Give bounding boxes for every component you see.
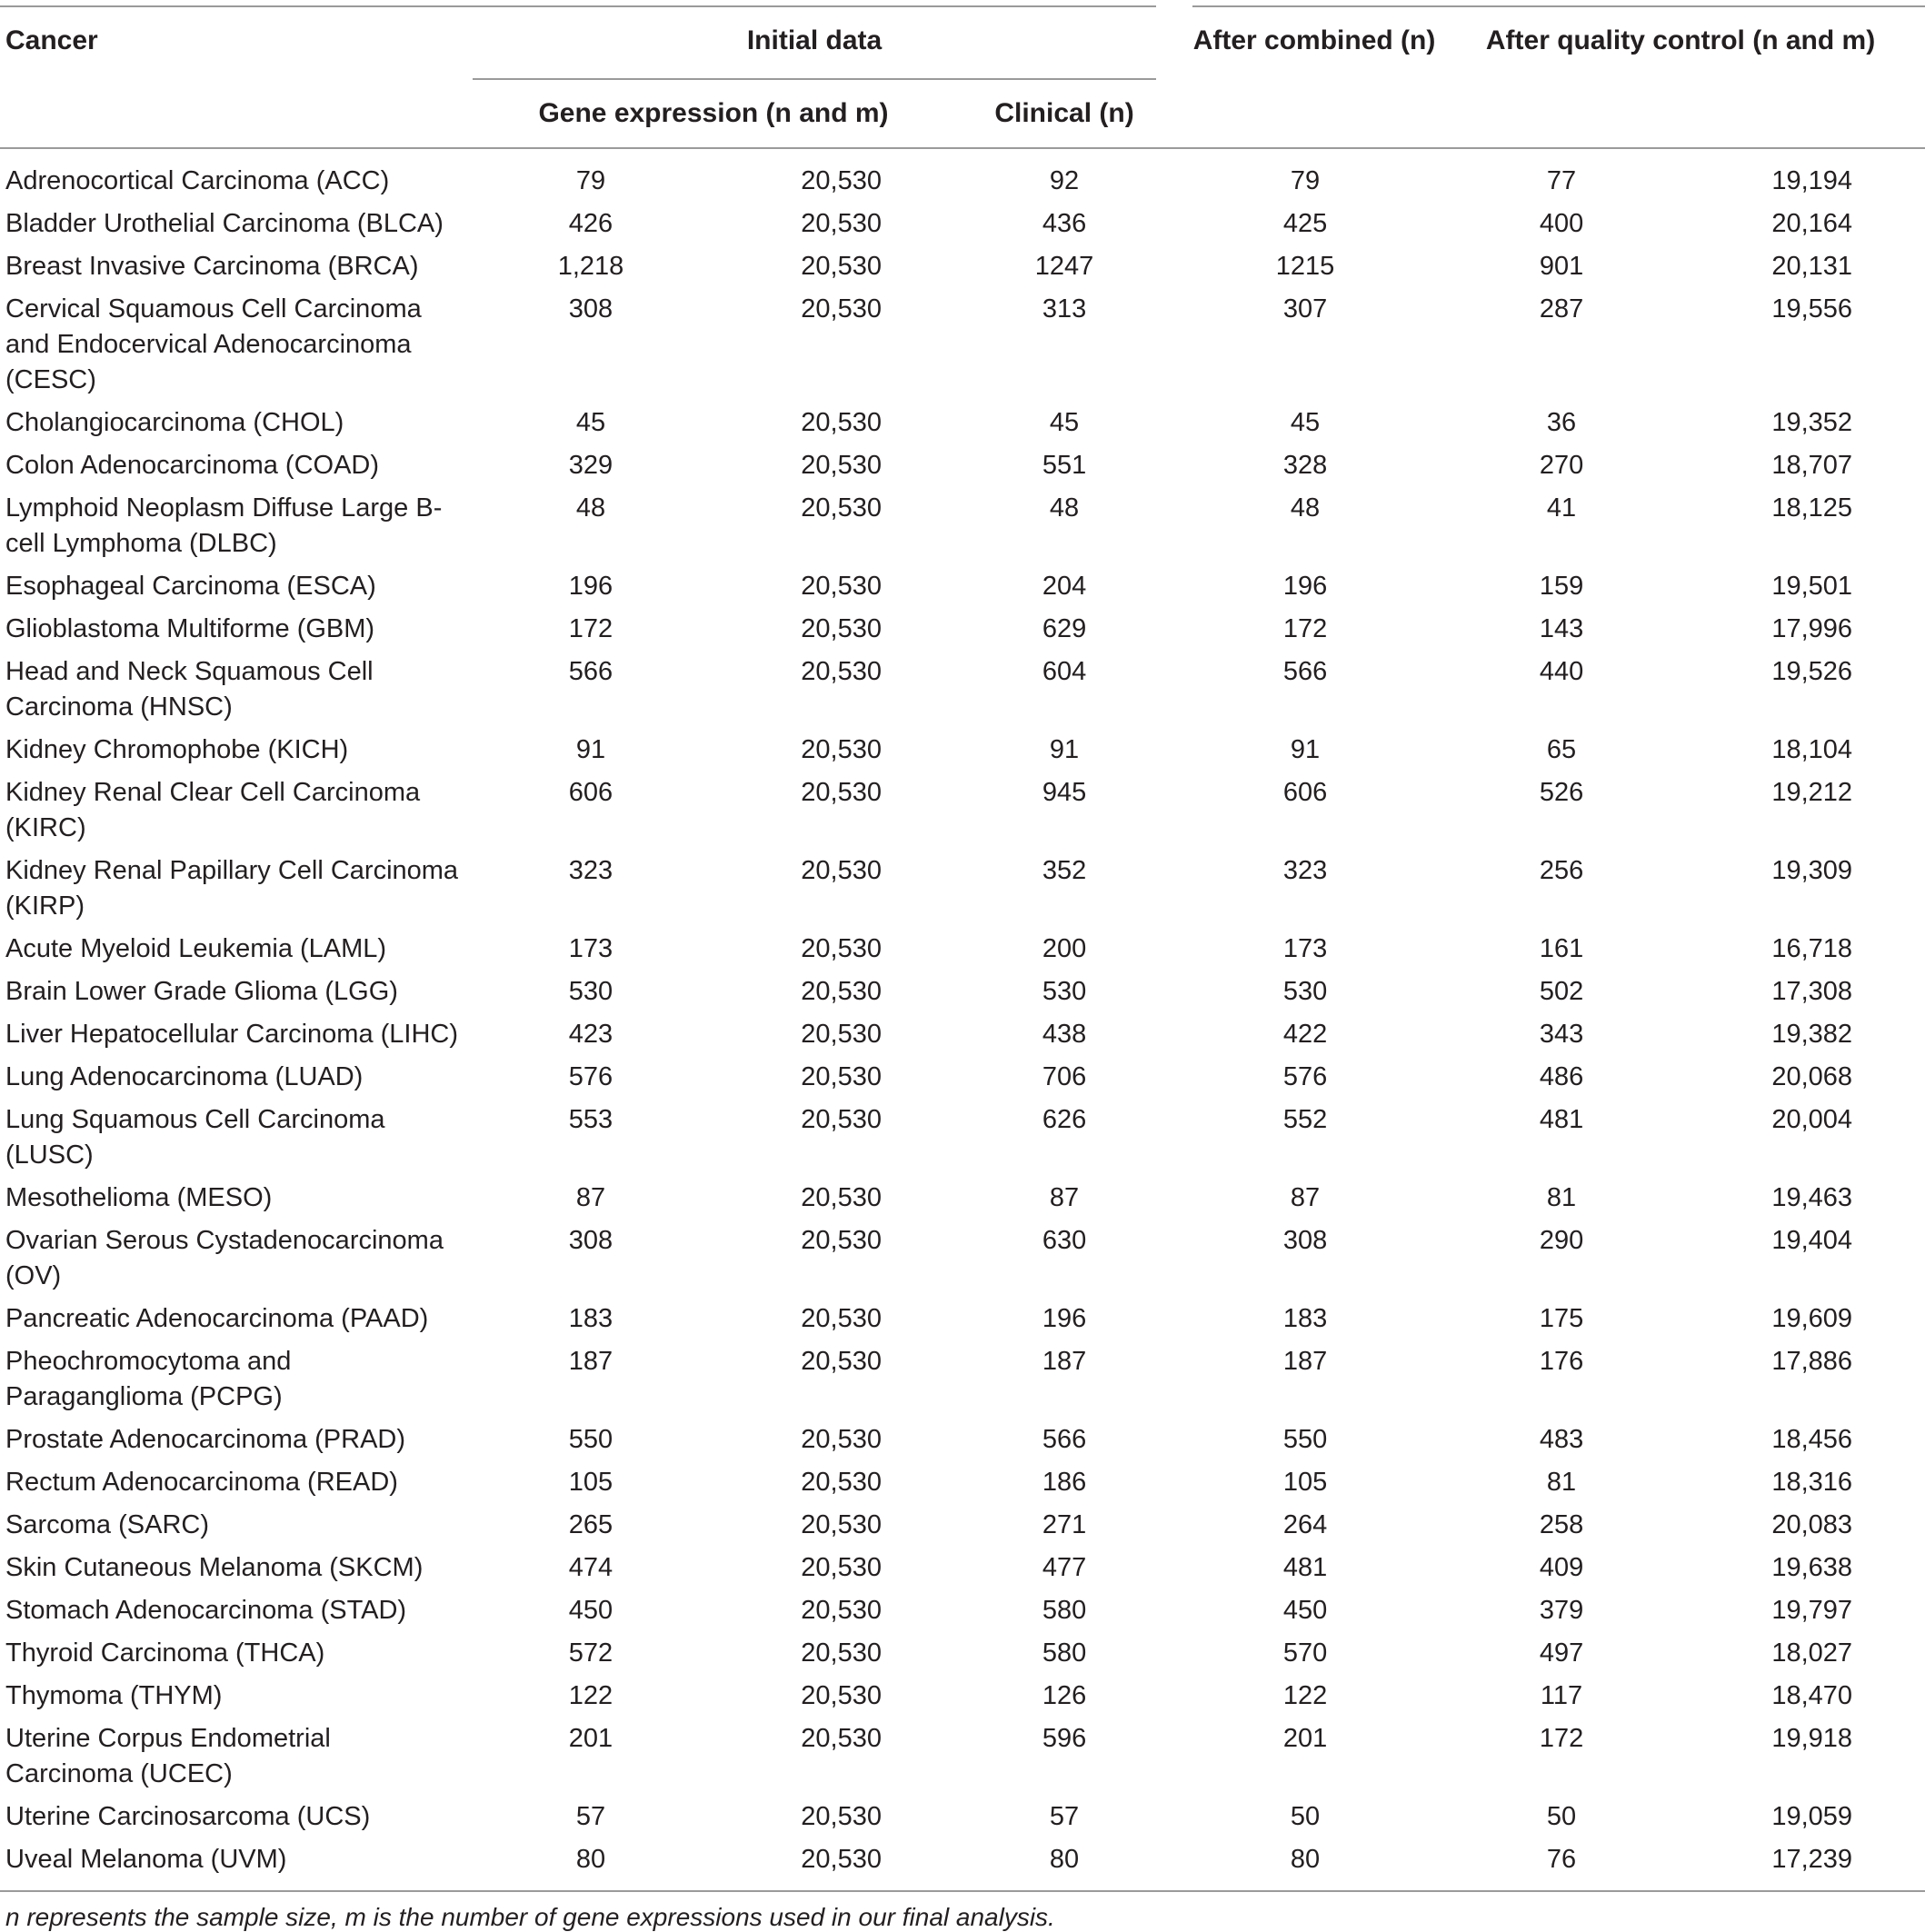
after-combined-n-cell: 183 (1282, 1304, 1328, 1333)
gene-expression-m-cell: 20,530 (801, 1347, 882, 1376)
clinical-n-cell: 438 (1042, 1020, 1087, 1049)
header-gene-expression: Gene expression (n and m) (473, 79, 954, 148)
gene-expression-m-cell: 20,530 (801, 1638, 882, 1668)
header-after-combined-text: After combined (n) (1192, 25, 1436, 55)
clinical-n-cell: 551 (1042, 451, 1087, 480)
table-row (0, 1013, 1925, 1056)
cancer-name-cell: Cervical Squamous Cell Carcinoma and Endocervical Adenocarcinoma (CESC) (5, 294, 422, 394)
after-qc-m-cell: 17,886 (1771, 1347, 1853, 1376)
gene-expression-m-cell: 20,530 (801, 977, 882, 1006)
after-qc-m-cell: 18,456 (1771, 1425, 1853, 1454)
after-combined-n-cell: 550 (1282, 1425, 1328, 1454)
cancer-name-cell: Liver Hepatocellular Carcinoma (LIHC) (5, 1020, 459, 1049)
after-qc-n-cell: 117 (1540, 1681, 1583, 1710)
cancer-name-cell: Stomach Adenocarcinoma (STAD) (5, 1596, 407, 1625)
after-qc-m-cell: 19,309 (1771, 856, 1853, 885)
table-container (0, 5, 1925, 1932)
cancer-name-cell: Esophageal Carcinoma (ESCA) (5, 572, 376, 601)
after-qc-n-cell: 176 (1539, 1347, 1584, 1376)
after-qc-m-cell: 18,316 (1771, 1468, 1853, 1497)
gene-expression-n-cell: 550 (568, 1425, 613, 1454)
gene-expression-m-cell: 20,530 (801, 294, 882, 324)
after-qc-m-cell: 19,382 (1771, 1020, 1853, 1049)
gene-expression-n-cell: 265 (568, 1510, 613, 1539)
after-combined-n-cell: 566 (1282, 657, 1328, 686)
after-qc-m-cell: 19,212 (1771, 778, 1853, 807)
after-combined-n-cell: 323 (1282, 856, 1328, 885)
after-qc-n-cell: 161 (1539, 934, 1584, 963)
cancer-name-cell: Kidney Renal Clear Cell Carcinoma (KIRC) (5, 778, 421, 842)
gene-expression-m-cell: 20,530 (801, 1553, 882, 1582)
table-row (0, 1547, 1925, 1589)
after-qc-n-cell: 159 (1539, 572, 1584, 601)
after-combined-n-cell: 552 (1282, 1105, 1328, 1134)
gene-expression-m-cell: 20,530 (801, 1724, 882, 1753)
clinical-n-cell: 45 (1049, 408, 1080, 437)
after-qc-m-cell: 19,463 (1771, 1183, 1853, 1212)
after-qc-n-cell: 81 (1546, 1183, 1577, 1212)
after-combined-n-cell: 187 (1282, 1347, 1328, 1376)
gene-expression-n-cell: 308 (568, 294, 613, 324)
after-qc-n-cell: 172 (1539, 1724, 1584, 1753)
after-qc-n-cell: 486 (1539, 1062, 1584, 1091)
gene-expression-m-cell: 20,530 (801, 1226, 882, 1255)
table-row (0, 402, 1925, 444)
table-row (0, 1340, 1925, 1419)
clinical-n-cell: 706 (1042, 1062, 1087, 1091)
after-qc-m-cell: 19,194 (1771, 166, 1853, 195)
gene-expression-n-cell: 172 (568, 614, 613, 643)
clinical-n-cell: 436 (1042, 209, 1087, 238)
cancer-name-cell: Breast Invasive Carcinoma (BRCA) (5, 252, 419, 281)
table-row (0, 1177, 1925, 1220)
header-after-combined (1174, 6, 1436, 79)
after-qc-m-cell: 20,131 (1771, 252, 1853, 281)
after-qc-n-cell: 343 (1539, 1020, 1584, 1049)
gene-expression-m-cell: 20,530 (801, 1020, 882, 1049)
after-combined-n-cell: 307 (1282, 294, 1328, 324)
after-qc-m-cell: 16,718 (1771, 934, 1853, 963)
cancer-name-cell: Bladder Urothelial Carcinoma (BLCA) (5, 209, 444, 238)
table-row (0, 1838, 1925, 1891)
gene-expression-n-cell: 323 (568, 856, 613, 885)
after-qc-n-cell: 409 (1539, 1553, 1584, 1582)
gene-expression-n-cell: 423 (568, 1020, 613, 1049)
cancer-name-cell: Adrenocortical Carcinoma (ACC) (5, 166, 390, 195)
gene-expression-m-cell: 20,530 (801, 572, 882, 601)
gene-expression-n-cell: 48 (575, 493, 606, 523)
after-combined-n-cell: 308 (1282, 1226, 1328, 1255)
after-qc-n-cell: 77 (1546, 166, 1577, 195)
table-row (0, 444, 1925, 487)
gene-expression-n-cell: 450 (568, 1596, 613, 1625)
after-qc-n-cell: 143 (1539, 614, 1584, 643)
gene-expression-m-cell: 20,530 (801, 934, 882, 963)
table-row (0, 1461, 1925, 1504)
table-row (0, 1419, 1925, 1461)
table-row (0, 245, 1925, 288)
table-row (0, 1298, 1925, 1340)
clinical-n-cell: 1247 (1034, 252, 1094, 281)
after-qc-m-cell: 18,104 (1771, 735, 1853, 764)
table-row (0, 565, 1925, 608)
after-qc-m-cell: 20,083 (1771, 1510, 1853, 1539)
gene-expression-m-cell: 20,530 (801, 1105, 882, 1134)
table-footnote: n represents the sample size, m is the number of gene expressions used in our final analysis. (5, 1903, 1055, 1931)
after-combined-n-cell: 79 (1290, 166, 1321, 195)
clinical-n-cell: 313 (1042, 294, 1087, 324)
gene-expression-n-cell: 91 (575, 735, 606, 764)
after-qc-n-cell: 483 (1539, 1425, 1584, 1454)
cancer-name-cell: Uterine Corpus Endometrial Carcinoma (UCEC) (5, 1724, 331, 1788)
clinical-n-cell: 87 (1049, 1183, 1080, 1212)
gene-expression-m-cell: 20,530 (801, 856, 882, 885)
after-combined-n-cell: 570 (1282, 1638, 1328, 1668)
table-row (0, 1718, 1925, 1796)
clinical-n-cell: 580 (1042, 1638, 1087, 1668)
header-after-qc: After quality control (n and m) (1485, 25, 1876, 55)
after-qc-m-cell: 19,352 (1771, 408, 1853, 437)
after-combined-n-cell: 45 (1290, 408, 1321, 437)
gene-expression-n-cell: 1,218 (557, 252, 624, 281)
gene-expression-m-cell: 20,530 (801, 1468, 882, 1497)
gene-expression-n-cell: 572 (568, 1638, 613, 1668)
after-qc-n-cell: 256 (1539, 856, 1584, 885)
gene-expression-m-cell: 20,530 (801, 166, 882, 195)
gene-expression-n-cell: 87 (575, 1183, 606, 1212)
after-qc-n-cell: 481 (1539, 1105, 1584, 1134)
after-combined-n-cell: 328 (1282, 451, 1328, 480)
table-row (0, 288, 1925, 402)
gene-expression-m-cell: 20,530 (801, 1425, 882, 1454)
after-combined-n-cell: 425 (1282, 209, 1328, 238)
after-qc-n-cell: 175 (1539, 1304, 1584, 1333)
table-row (0, 1675, 1925, 1718)
after-qc-n-cell: 41 (1546, 493, 1577, 523)
after-combined-n-cell: 48 (1290, 493, 1321, 523)
gene-expression-m-cell: 20,530 (801, 1510, 882, 1539)
clinical-n-cell: 629 (1042, 614, 1087, 643)
after-qc-m-cell: 18,470 (1771, 1681, 1853, 1710)
gene-expression-m-cell: 20,530 (801, 209, 882, 238)
gene-expression-n-cell: 45 (575, 408, 606, 437)
after-qc-n-cell: 440 (1539, 657, 1584, 686)
after-combined-n-cell: 606 (1282, 778, 1328, 807)
after-qc-m-cell: 20,164 (1771, 209, 1853, 238)
table-row (0, 1220, 1925, 1298)
gene-expression-n-cell: 187 (568, 1347, 613, 1376)
cancer-name-cell: Pancreatic Adenocarcinoma (PAAD) (5, 1304, 429, 1333)
after-qc-m-cell: 18,125 (1771, 493, 1853, 523)
after-qc-m-cell: 19,556 (1771, 294, 1853, 324)
table-row (0, 1504, 1925, 1547)
gene-expression-m-cell: 20,530 (801, 493, 882, 523)
after-qc-m-cell: 18,707 (1771, 451, 1853, 480)
clinical-n-cell: 596 (1042, 1724, 1087, 1753)
gene-expression-n-cell: 474 (568, 1553, 613, 1582)
after-qc-n-cell: 497 (1539, 1638, 1584, 1668)
cancer-name-cell: Uterine Carcinosarcoma (UCS) (5, 1802, 371, 1831)
gene-expression-n-cell: 105 (568, 1468, 613, 1497)
clinical-n-cell: 604 (1042, 657, 1087, 686)
after-qc-n-cell: 502 (1539, 977, 1584, 1006)
gene-expression-m-cell: 20,530 (801, 252, 882, 281)
table-row (0, 203, 1925, 245)
cancer-name-cell: Skin Cutaneous Melanoma (SKCM) (5, 1553, 424, 1582)
gene-expression-m-cell: 20,530 (801, 1681, 882, 1710)
clinical-n-cell: 57 (1049, 1802, 1080, 1831)
after-qc-m-cell: 17,239 (1687, 1838, 1925, 1891)
after-combined-n-cell: 422 (1282, 1020, 1328, 1049)
gene-expression-n-cell: 196 (568, 572, 613, 601)
table-row (0, 1056, 1925, 1099)
gene-expression-m-cell: 20,530 (801, 408, 882, 437)
clinical-n-cell: 186 (1042, 1468, 1087, 1497)
gene-expression-m-cell: 20,530 (801, 1596, 882, 1625)
after-combined-n-cell: 122 (1282, 1681, 1328, 1710)
cancer-name-cell: Brain Lower Grade Glioma (LGG) (5, 977, 398, 1006)
after-qc-m-cell: 17,308 (1771, 977, 1853, 1006)
after-qc-n-cell: 76 (1436, 1838, 1687, 1891)
cancer-name-cell: Ovarian Serous Cystadenocarcinoma (OV) (5, 1226, 444, 1290)
after-qc-n-cell: 270 (1539, 451, 1584, 480)
after-combined-n-cell: 80 (1174, 1838, 1436, 1891)
table-row (0, 729, 1925, 772)
after-qc-m-cell: 19,918 (1771, 1724, 1853, 1753)
clinical-n-cell: 187 (1042, 1347, 1087, 1376)
after-combined-n-cell: 50 (1290, 1802, 1321, 1831)
cancer-name-cell: Acute Myeloid Leukemia (LAML) (5, 934, 387, 963)
cancer-name-cell: Kidney Chromophobe (KICH) (5, 735, 349, 764)
gene-expression-m-cell: 20,530 (801, 735, 882, 764)
gene-expression-m-cell: 20,530 (801, 657, 882, 686)
gene-expression-n-cell: 308 (568, 1226, 613, 1255)
after-combined-n-cell: 87 (1290, 1183, 1321, 1212)
cancer-name-cell: Thymoma (THYM) (5, 1681, 223, 1710)
gene-expression-n-cell: 566 (568, 657, 613, 686)
after-qc-n-cell: 287 (1539, 294, 1584, 324)
after-qc-n-cell: 258 (1539, 1510, 1584, 1539)
gene-expression-n-cell: 57 (575, 1802, 606, 1831)
clinical-n-cell: 352 (1042, 856, 1087, 885)
after-qc-m-cell: 18,027 (1771, 1638, 1853, 1668)
after-combined-n-cell: 264 (1282, 1510, 1328, 1539)
header-initial-data: Initial data (473, 6, 1174, 79)
gene-expression-n-cell: 201 (568, 1724, 613, 1753)
table-row (0, 608, 1925, 651)
cancer-name-cell: Pheochromocytoma and Paraganglioma (PCPG) (5, 1347, 292, 1411)
after-qc-m-cell: 19,797 (1771, 1596, 1853, 1625)
clinical-n-cell: 48 (1049, 493, 1080, 523)
table-row (0, 928, 1925, 971)
cancer-name-cell: Rectum Adenocarcinoma (READ) (5, 1468, 398, 1497)
after-combined-n-cell: 196 (1282, 572, 1328, 601)
data-table (0, 5, 1925, 1892)
cancer-name-cell: Thyroid Carcinoma (THCA) (5, 1638, 325, 1668)
after-qc-m-cell: 19,501 (1771, 572, 1853, 601)
after-qc-n-cell: 81 (1546, 1468, 1577, 1497)
gene-expression-n-cell: 122 (568, 1681, 613, 1710)
table-header (0, 6, 1925, 148)
after-combined-n-cell: 481 (1282, 1553, 1328, 1582)
cancer-name-cell: Glioblastoma Multiforme (GBM) (5, 614, 375, 643)
cancer-name-cell: Prostate Adenocarcinoma (PRAD) (5, 1425, 406, 1454)
after-combined-n-cell: 1215 (1275, 252, 1335, 281)
header-cancer: Cancer (5, 25, 98, 55)
gene-expression-m-cell: 20,530 (801, 1062, 882, 1091)
after-combined-n-cell: 91 (1290, 735, 1321, 764)
table-row (0, 487, 1925, 565)
table-row (0, 1632, 1925, 1675)
after-qc-m-cell: 19,638 (1771, 1553, 1853, 1582)
table-row (0, 772, 1925, 850)
after-qc-n-cell: 526 (1539, 778, 1584, 807)
clinical-n-cell: 566 (1042, 1425, 1087, 1454)
table-row (0, 850, 1925, 928)
after-qc-m-cell: 17,996 (1771, 614, 1853, 643)
after-combined-n-cell: 450 (1282, 1596, 1328, 1625)
clinical-n-cell: 630 (1042, 1226, 1087, 1255)
clinical-n-cell: 945 (1042, 778, 1087, 807)
cancer-name-cell: Uveal Melanoma (UVM) (0, 1838, 473, 1891)
after-qc-n-cell: 400 (1539, 209, 1584, 238)
after-qc-m-cell: 20,068 (1771, 1062, 1853, 1091)
table-row (0, 971, 1925, 1013)
gene-expression-m-cell: 20,530 (801, 1304, 882, 1333)
clinical-n-cell: 580 (1042, 1596, 1087, 1625)
after-qc-m-cell: 19,404 (1771, 1226, 1853, 1255)
after-qc-n-cell: 36 (1546, 408, 1577, 437)
after-qc-n-cell: 901 (1539, 252, 1584, 281)
gene-expression-m-cell: 20,530 (801, 1183, 882, 1212)
gene-expression-m-cell: 20,530 (801, 614, 882, 643)
gene-expression-n-cell: 79 (575, 166, 606, 195)
after-combined-n-cell: 173 (1282, 934, 1328, 963)
clinical-n-cell: 200 (1042, 934, 1087, 963)
gene-expression-m-cell: 20,530 (709, 1838, 954, 1891)
clinical-n-cell: 80 (954, 1838, 1174, 1891)
table-row (0, 1099, 1925, 1177)
after-combined-n-cell: 172 (1282, 614, 1328, 643)
gene-expression-n-cell: 329 (568, 451, 613, 480)
gene-expression-n-cell: 173 (568, 934, 613, 963)
cancer-name-cell: Head and Neck Squamous Cell Carcinoma (HNSC) (5, 657, 374, 722)
header-clinical: Clinical (n) (954, 79, 1174, 148)
gene-expression-n-cell: 426 (568, 209, 613, 238)
clinical-n-cell: 91 (1049, 735, 1080, 764)
table-row (0, 1589, 1925, 1632)
table-row (0, 651, 1925, 729)
gene-expression-n-cell: 553 (568, 1105, 613, 1134)
gene-expression-n-cell: 80 (473, 1838, 709, 1891)
after-combined-n-cell: 105 (1282, 1468, 1328, 1497)
after-qc-n-cell: 290 (1539, 1226, 1584, 1255)
gene-expression-n-cell: 606 (568, 778, 613, 807)
clinical-n-cell: 196 (1042, 1304, 1087, 1333)
clinical-n-cell: 92 (1049, 166, 1080, 195)
after-combined-n-cell: 530 (1282, 977, 1328, 1006)
after-combined-n-cell: 201 (1282, 1724, 1328, 1753)
table-row (0, 148, 1925, 203)
after-qc-m-cell: 19,609 (1771, 1304, 1853, 1333)
cancer-name-cell: Lung Adenocarcinoma (LUAD) (5, 1062, 364, 1091)
after-qc-m-cell: 20,004 (1771, 1105, 1853, 1134)
after-qc-n-cell: 65 (1546, 735, 1577, 764)
clinical-n-cell: 126 (1042, 1681, 1087, 1710)
clinical-n-cell: 530 (1042, 977, 1087, 1006)
clinical-n-cell: 204 (1042, 572, 1087, 601)
cancer-name-cell: Mesothelioma (MESO) (5, 1183, 273, 1212)
table-body (0, 148, 1925, 1891)
gene-expression-m-cell: 20,530 (801, 1802, 882, 1831)
cancer-name-cell: Colon Adenocarcinoma (COAD) (5, 451, 380, 480)
gene-expression-n-cell: 183 (568, 1304, 613, 1333)
after-combined-n-cell: 576 (1282, 1062, 1328, 1091)
table-row (0, 1796, 1925, 1838)
cancer-name-cell: Lung Squamous Cell Carcinoma (LUSC) (5, 1105, 385, 1170)
cancer-name-cell: Sarcoma (SARC) (5, 1510, 209, 1539)
cancer-name-cell: Cholangiocarcinoma (CHOL) (5, 408, 344, 437)
gene-expression-n-cell: 530 (568, 977, 613, 1006)
after-qc-m-cell: 19,059 (1771, 1802, 1853, 1831)
after-qc-m-cell: 19,526 (1771, 657, 1853, 686)
after-qc-n-cell: 379 (1539, 1596, 1584, 1625)
clinical-n-cell: 626 (1042, 1105, 1087, 1134)
gene-expression-m-cell: 20,530 (801, 778, 882, 807)
clinical-n-cell: 271 (1042, 1510, 1087, 1539)
gene-expression-n-cell: 576 (568, 1062, 613, 1091)
gene-expression-m-cell: 20,530 (801, 451, 882, 480)
cancer-name-cell: Lymphoid Neoplasm Diffuse Large B-cell Lymphoma (DLBC) (5, 493, 443, 558)
clinical-n-cell: 477 (1042, 1553, 1087, 1582)
after-qc-n-cell: 50 (1546, 1802, 1577, 1831)
cancer-name-cell: Kidney Renal Papillary Cell Carcinoma (KIRP) (5, 856, 459, 921)
